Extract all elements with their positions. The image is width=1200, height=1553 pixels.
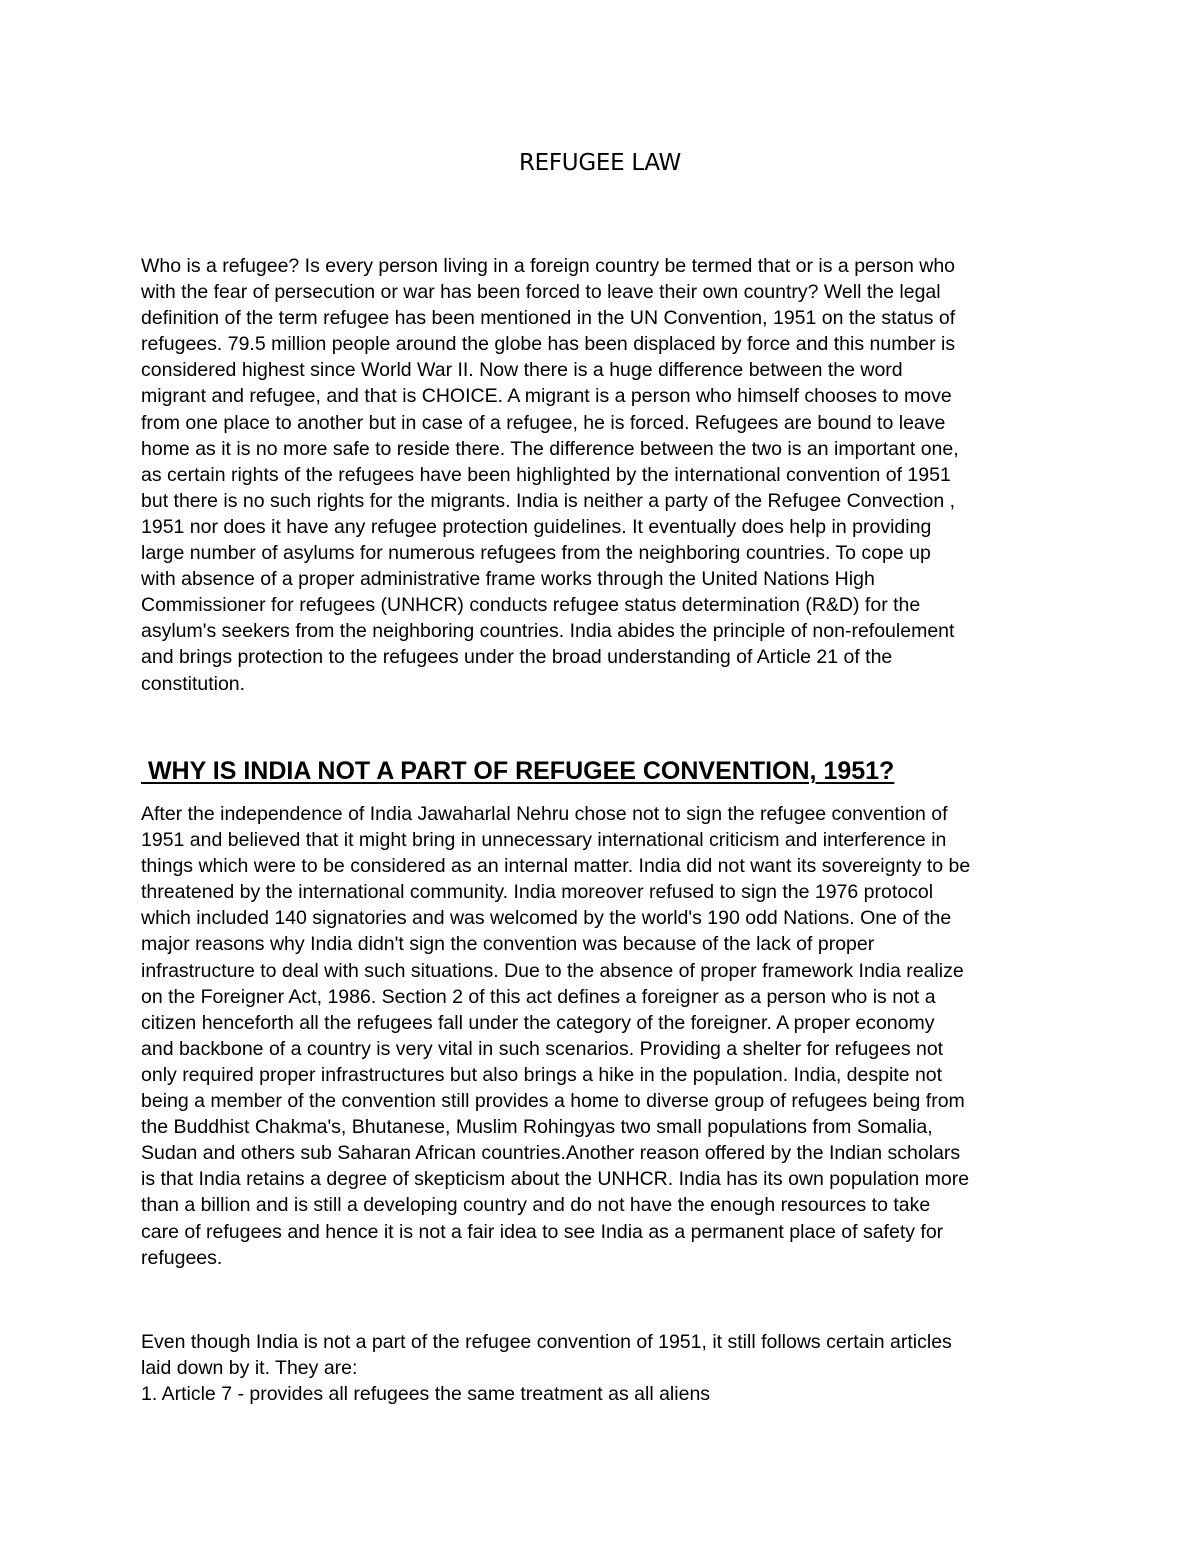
intro-paragraph [141,253,1071,697]
text-line: Sudan and others sub Saharan African countries.Another reason offered by the Indian scholars [141,1142,961,1165]
text-line: asylum's seekers from the neighboring countries. India abides the principle of non-refoulement [141,620,955,643]
text-line: laid down by it. They are: [141,1357,358,1380]
text-line: Who is a refugee? Is every person living in a foreign country be termed that or is a person who [141,255,956,277]
text-line: After the independence of India Jawaharlal Nehru chose not to sign the refugee convention of [141,803,948,825]
text-line: on the Foreigner Act, 1986. Section 2 of this act defines a foreigner as a person who is not a [141,985,936,1008]
text-line: only required proper infrastructures but also brings a hike in the population. India, despite not [141,1063,943,1086]
text-line: refugees. 79.5 million people around the globe has been displaced by force and this number is [141,333,956,356]
articles-paragraph [141,1329,1071,1407]
text-line: Commissioner for refugees (UNHCR) conducts refugee status determination (R&D) for the [141,594,921,617]
text-line: things which were to be considered as an internal matter. India did not want its sovereignty to be [141,855,971,878]
text-line: from one place to another but in case of a refugee, he is forced. Refugees are bound to leave [141,411,946,434]
text-line: and brings protection to the refugees under the broad understanding of Article 21 of the [141,646,893,669]
text-line: 1. Article 7 - provides all refugees the same treatment as all aliens [141,1383,711,1406]
text-line: and backbone of a country is very vital in such scenarios. Providing a shelter for refugees not [141,1037,944,1060]
text-line: considered highest since World War II. Now there is a huge difference between the word [141,359,903,382]
document-title: REFUGEE LAW [518,150,682,176]
text-line: Even though India is not a part of the refugee convention of 1951, it still follows certain articles [141,1331,952,1353]
text-line: threatened by the international community. India moreover refused to sign the 1976 protocol [141,881,934,904]
text-line: is that India retains a degree of skepticism about the UNHCR. India has its own population more [141,1168,970,1191]
text-line: 1951 and believed that it might bring in unnecessary international criticism and interference in [141,829,947,852]
text-line: care of refugees and hence it is not a fair idea to see India as a permanent place of safety for [141,1220,944,1243]
text-line: as certain rights of the refugees have been highlighted by the international convention of 1951 [141,463,951,486]
text-line: but there is no such rights for the migrants. India is neither a party of the Refugee Convection , [141,489,956,512]
text-line: infrastructure to deal with such situations. Due to the absence of proper framework India realize [141,959,964,982]
text-line: large number of asylums for numerous refugees from the neighboring countries. To cope up [141,542,931,565]
text-line: refugees. [141,1246,223,1269]
section-heading: WHY IS INDIA NOT A PART OF REFUGEE CONVENTION, 1951? [141,757,895,785]
text-line: 1951 nor does it have any refugee protection guidelines. It eventually does help in providing [141,515,932,538]
section-paragraph [141,801,1071,1271]
text-line: constitution. [141,672,246,695]
text-line: migrant and refugee, and that is CHOICE. A migrant is a person who himself chooses to move [141,385,952,408]
text-line: the Buddhist Chakma's, Bhutanese, Muslim Rohingyas two small populations from Somalia, [141,1116,933,1139]
text-line: being a member of the convention still provides a home to diverse group of refugees being from [141,1090,965,1113]
text-line: with absence of a proper administrative frame works through the United Nations High [141,568,875,591]
text-line: definition of the term refugee has been mentioned in the UN Convention, 1951 on the status of [141,307,956,330]
text-line: than a billion and is still a developing country and do not have the enough resources to take [141,1194,931,1217]
text-line: with the fear of persecution or war has been forced to leave their own country? Well the legal [141,281,941,304]
text-line: home as it is no more safe to reside there. The difference between the two is an important one, [141,437,959,460]
text-line: major reasons why India didn't sign the convention was because of the lack of proper [141,933,875,956]
text-line: which included 140 signatories and was welcomed by the world's 190 odd Nations. One of the [141,907,952,930]
text-line: citizen henceforth all the refugees fall under the category of the foreigner. A proper economy [141,1011,935,1034]
